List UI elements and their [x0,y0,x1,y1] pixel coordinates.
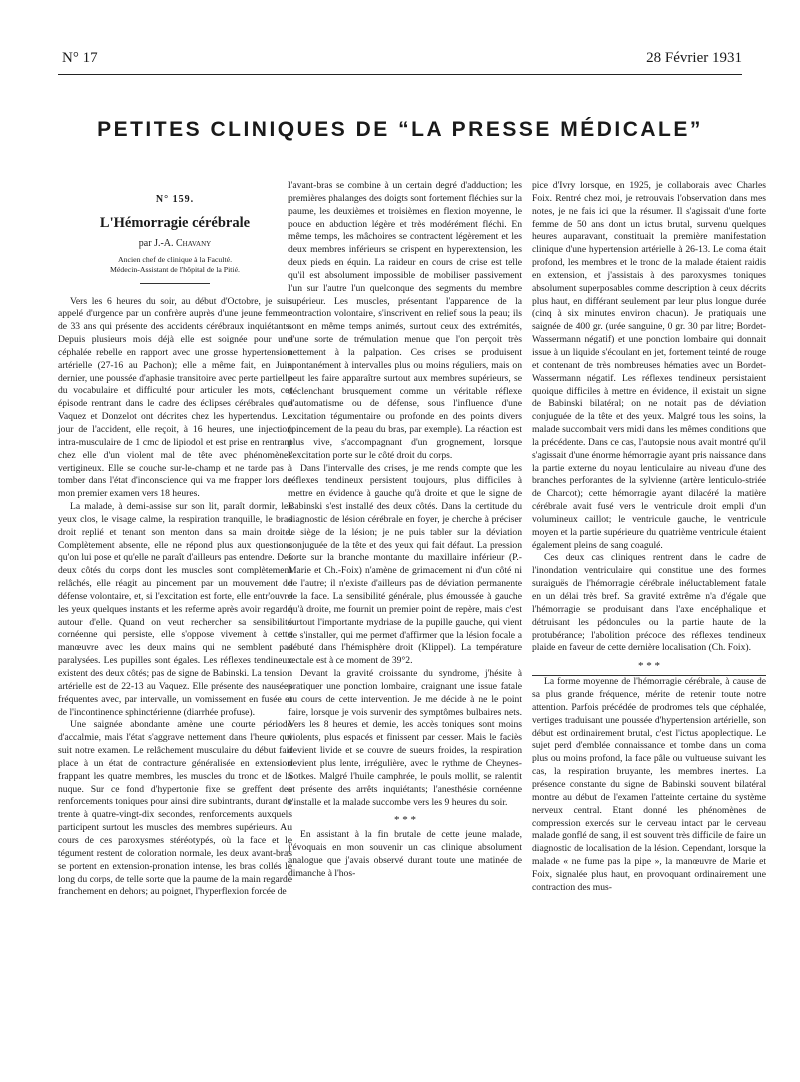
author-name: J.-A. Chavany [154,237,212,249]
section-title: PETITES CLINIQUES DE “LA PRESSE MÉDICALE” [97,118,703,141]
byline-prefix: par [138,237,152,249]
paragraph: La forme moyenne de l'hémorragie cérébrale, à cause de sa plus grande fréquence, mérite de retenir toute notre attention. Parfois précédée de prodromes tels que céphalée, vertiges traduisant une poussée d'hypertension artérielle, son début est ordinairement brutal, c'est l'ictus apoplectique. Le sujet perd d'emblée connaissance et tombe dans un coma plus ou moins profond, la face pâle ou vultueuse suivant les cas, la respiration bruyante, les membres inertes. La présence constante du signe de Babinski souvent bilatéral montre au début de l'examen l'atteinte certaine du système nerveux central. Etant donné les phénomènes de compression exercés sur le cerveau intact par le cerveau malade gonflé de sang, il est souvent très difficile de faire un diagnostic de localisation de la lésion. Cependant, lorsque la malade « ne fume pas la pipe », la manœuvre de Marie et Foix, signalée plus haut, en provoquant ordinairement une contraction des mus- [532,676,766,893]
byline [58,238,292,251]
issue-number: N° 17 [62,50,98,66]
title-rule [140,283,210,284]
column-2 [288,180,522,881]
affiliation-2: Médecin-Assistant de l'hôpital de la Pitié. [109,264,241,274]
paragraph: En assistant à la fin brutale de cette jeune malade, j'évoquais en mon souvenir un cas clinique absolument analogue que j'avais observé durant toute une matinée de dimanche à l'hos- [288,829,522,879]
article-number: N° 159. [155,194,195,205]
paragraph: Une saignée abondante amène une courte période d'accalmie, mais l'état s'aggrave nettement dans l'heure qui suit notre examen. Le relâchement musculaire du début fait place à un état de contracture généralisée en extension frappant les quatre membres, les muscles du tronc et de la nuque. Sur ce fond d'hypertonie fixe se greffent des renforcements toniques pour ainsi dire subintrants, durant de trente à quatre-vingt-dix secondes, renforcements auxquels participent surtout les muscles des membres supérieurs. Au cours de ces paroxysmes stéréotypés, où la face et le tégument restent de coloration normale, les deux avant-bras se portent en extension-pronation intense, les bras collés le long du corps, de telle sorte que la paume de la main regarde franchement en dehors; au poignet, l'hyperflexion forcée de [58,719,292,898]
section-break-stars: * * * [394,814,416,827]
column-1 [58,180,292,899]
issue-date: 28 Février 1931 [646,50,742,66]
paragraph: Vers les 6 heures du soir, au début d'Octobre, je suis appelé d'urgence par un confrère auprès d'une jeune femme de 33 ans qui présente des accidents cérébraux inquiétants. Depuis plusieurs mois déjà elle est soignée pour une céphalée rebelle en rapport avec une grosse hypertension artérielle (27-16 au Pachon); elle a même fait, en Juin dernier, une poussée d'aphasie transitoire avec perte partielle du vocabulaire et difficulté pour articuler les mots, cet épisode rentrant dans le cadre des éclipses cérébrales que Vaquez et Donzelot ont décrites chez les hypertendus. Le jour de l'accident, elle reçoit, à 16 heures, une injection intra-musculaire de 1 cmc de lipiodol et est prise en rentrant chez elle d'un violent mal de tête avec phénomènes vertigineux. Elle se couche sur-le-champ et ne tarde pas à tomber dans l'état d'inconscience qui va me frapper lors de mon premier examen vers 18 heures. [58,295,292,500]
paragraph: l'avant-bras se combine à un certain degré d'adduction; les premières phalanges des doigts sont fortement fléchies sur la paume, les deuxièmes et troisièmes en flexion moyenne, le pouce en abduction légère et très modérément fléchi. En même temps, les mâchoires se contractent légèrement et les deux membres inférieurs se crispent en hyperextension, les deux pieds en équin. La raideur en cours de crise est telle qu'il est absolument impossible de mobiliser passivement l'un sur l'autre l'un quelconque des segments du membre supérieur. Les muscles, présentant l'apparence de la contraction volontaire, s'inscrivent en relief sous la peau; ils sont en même temps animés, surtout ceux des extrémités, d'une sorte de trémulation menue que l'on perçoit très nettement à la palpation. Ces crises se produisent spontanément à intervalles plus ou moins réguliers, mais on peut les faire apparaître surtout aux membres supérieurs, se déclenchant brusquement comme un véritable réflexe d'automatisme ou de défense, sous l'influence d'une excitation tégumentaire ou profonde en des points divers (pincement de la peau du bras, par exemple). La réaction est plus vive, s'accompagnant d'un grognement, lorsque l'excitation porte sur le côté droit du corps. [288,180,522,461]
paragraph: Devant la gravité croissante du syndrome, j'hésite à pratiquer une ponction lombaire, craignant une issue fatale au cours de cette intervention. Je me décide à ne le point faire, lorsque je vois survenir des symptômes bulbaires nets. Vers les 8 heures et demie, les accès toniques sont moins violents, plus espacés et finissent par cesser. Mais le faciès devient livide et se couvre de sueurs froides, la respiration devient plus lente, irrégulière, avec le rythme de Cheynes-Sotkes. Malgré l'huile camphrée, le pouls mollit, se ralentit et présente des arrêts inquiétants; l'anesthésie cornéenne s'installe et la malade succombe vers les 9 heures du soir. [288,668,522,808]
section-break-stars: * * * [638,660,660,673]
column-3 [532,180,766,895]
header-rule [58,74,742,75]
paragraph: pice d'Ivry lorsque, en 1925, je collaborais avec Charles Foix. Rentré chez moi, je retrouvais l'observation dans mes notes, je ne fais ici que la résumer. Il s'agissait d'une forte femme de 50 ans dont un ictus brutal, survenu quelques heures auparavant, constituait la première manifestation clinique d'une hypertension artérielle à 26-13. Le coma était profond, les membres et le tronc de la malade étaient raidis en extension, et j'assistais à des paroxysmes toniques absolument superposables comme description à ceux décrits plus haut, en différant seulement par leur plus longue durée (cinq à six minutes environ chacun). Je pratiquais une saignée de 400 gr. (urée sanguine, 0 gr. 30 par litre; Bordet-Wassermann négatif) et une ponction lombaire qui donnait issue à un liquide s'écoulant en jet, fortement teinté de rouge et contenant de très nombreuses hématies avec un Bordet-Wassermann négatif. Les réflexes tendineux persistaient quoique difficiles à mettre en évidence, il existait un signe de Babinski bilatéral; on ne notait pas de déviation conjuguée de la tête et des yeux. Malgré tous les soins, la malade succombait vers midi dans les mêmes conditions que la précédente. Dans ce cas, l'autopsie nous avait montré qu'il s'agissait d'une énorme hémorragie ayant pris naissance dans la partie externe du noyau lenticulaire au niveau d'une des branches perforantes de la sylvienne (artère lenticulo-striée de Charcot); cette hémorragie ayant dilacéré la matière cérébrale avait fusé vers le ventricule droit empli d'un volumineux caillot; le ventricule gauche, le ventricule moyen et la partie supérieure du quatrième ventricule étaient également pleins de sang coagulé. [532,180,766,551]
paragraph: La malade, à demi-assise sur son lit, paraît dormir, les yeux clos, le visage calme, la respiration tranquille, le bras droit replié et tenant son menton dans sa main droite. Complètement absente, elle ne répond plus aux questions qu'on lui pose et qu'elle ne paraît d'ailleurs pas entendre. Des deux côtés du corps dont les muscles sont complètement relâchés, elle réagit au pincement par un mouvement de défense volontaire, et, si l'excitation est forte, elle entr'ouvre les yeux quelques instants et les referme après avoir regardé autour d'elle. Quand on veut rechercher sa sensibilité cornéenne qui persiste, elle s'oppose vivement à cette manœuvre avec les deux mains qui ne semblent pas paralysées. Les pupilles sont égales. Les réflexes tendineux existent des deux côtés; pas de signe de Babinski. La tension artérielle est de 22-13 au Vaquez. Elle présente des nausées fréquentes avec, par intervalle, un vomissement en fusée et de l'incontinence sphinctérienne (diarrhée profuse). [58,501,292,718]
paragraph: Ces deux cas cliniques rentrent dans le cadre de l'inondation ventriculaire qui constitue une des formes suraiguës de l'hémorragie cérébrale inéluctablement fatale en un délai très bref. Sa gravité extrême n'a d'égale que l'hémorragie se produisant dans l'axe encéphalique et détruisant les pédoncules ou la partie haute de la protubérance; l'abolition précoce des réflexes tendineux plaide en faveur de cette dernière localisation (Ch. Foix). [532,552,766,654]
article-title: L'Hémorragie cérébrale [99,214,251,231]
paragraph: Dans l'intervalle des crises, je me rends compte que les réflexes tendineux persistent toujours, plus difficiles à mettre en évidence à gauche qu'à droite et que le signe de Babinski s'est installé des deux côtés. Dans la certitude du diagnostic de lésion cérébrale en foyer, je cherche à préciser le siège de la lésion; je ne puis tabler sur la déviation conjuguée de la tête et des yeux qui fait défaut. La pression forte sur la branche montante du maxillaire inférieur (P.-Marie et Ch.-Foix) n'amène de grimacement ni d'un côté ni de l'autre; il n'existe d'ailleurs pas de déviation permanente de la face. La sensibilité générale, plus émoussée à gauche qu'à droite, me fournit un premier point de repère, mais c'est surtout l'importante mydriase de la pupille gauche, qui vient de s'installer, qui me permet d'affirmer que la lésion focale a débuté dans l'hémisphère droit (Klippel). La température rectale est à ce moment de 39°2. [288,462,522,667]
affiliation-1: Ancien chef de clinique à la Faculté. [117,254,233,264]
